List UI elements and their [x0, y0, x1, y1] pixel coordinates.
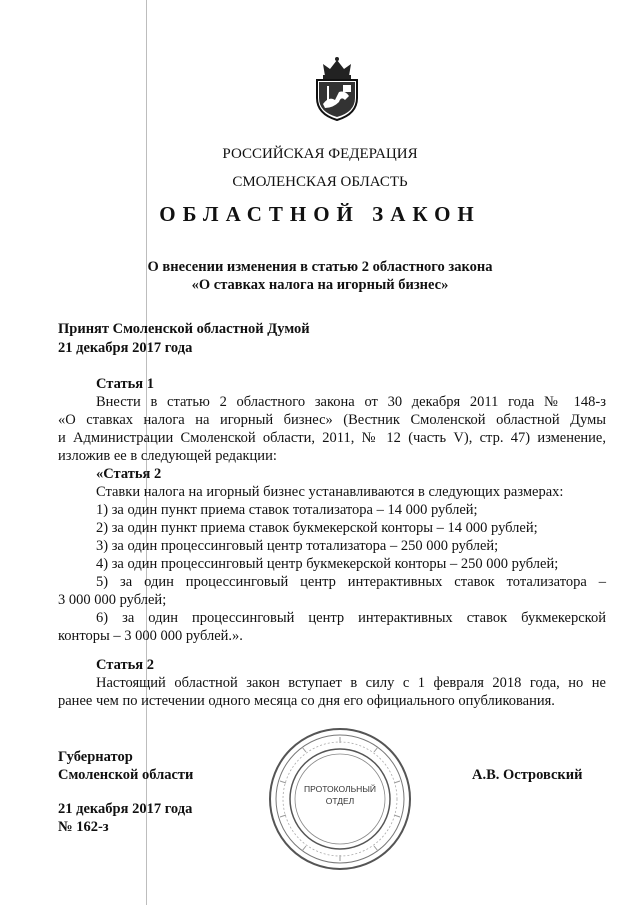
article2-text-line: ранее чем по истечении одного месяца со дня его официального опубликования.	[58, 693, 555, 709]
adoption-line1: Принят Смоленской областной Думой	[58, 321, 310, 337]
signing-date: 21 декабря 2017 года	[58, 801, 193, 817]
article1-text-line: и Администрации Смоленской области, 2011, № 12 (часть V), стр. 47) изменение,	[58, 430, 606, 446]
law-number: № 162-з	[58, 819, 109, 835]
law-title-line2: «О ставках налога на игорный бизнес»	[191, 277, 449, 293]
region-name: СМОЛЕНСКАЯ ОБЛАСТЬ	[232, 174, 408, 190]
article1-heading: Статья 1	[96, 376, 154, 392]
article1-text-line: Внести в статью 2 областного закона от 30 декабря 2011 года № 148-з	[96, 394, 606, 410]
rate-item: 2) за один пункт приема ставок букмекерской конторы – 14 000 рублей;	[96, 520, 538, 536]
article1-text-line: изложив ее в следующей редакции:	[58, 448, 277, 464]
rates-intro: Ставки налога на игорный бизнес устанавливаются в следующих размерах:	[96, 484, 564, 500]
document-type: ОБЛАСТНОЙ ЗАКОН	[159, 202, 481, 226]
rate-item: 6) за один процессинговый центр интерактивных ставок букмекерской	[96, 610, 606, 626]
article2-heading: Статья 2	[96, 657, 154, 673]
article2-text-line: Настоящий областной закон вступает в силу с 1 февраля 2018 года, но не	[96, 675, 606, 691]
signatory-position: Губернатор	[58, 749, 133, 765]
rate-item: 4) за один процессинговый центр букмекерской конторы – 250 000 рублей;	[96, 556, 559, 572]
rate-item: 5) за один процессинговый центр интерактивных ставок тотализатора –	[96, 574, 606, 590]
quoted-article-heading: «Статья 2	[96, 466, 162, 482]
country-name: РОССИЙСКАЯ ФЕДЕРАЦИЯ	[222, 146, 418, 162]
rate-item-continued: конторы – 3 000 000 рублей.».	[58, 628, 243, 644]
adoption-date: 21 декабря 2017 года	[58, 340, 193, 356]
rate-item-continued: 3 000 000 рублей;	[58, 592, 167, 608]
stamp-center-line1: ПРОТОКОЛЬНЫЙ	[304, 784, 376, 794]
official-seal-stamp	[266, 725, 414, 873]
rate-item: 3) за один процессинговый центр тотализатора – 250 000 рублей;	[96, 538, 499, 554]
article1-text-line: «О ставках налога на игорный бизнес» (Вестник Смоленской областной Думы	[58, 412, 606, 428]
signatory-region: Смоленской области	[58, 767, 194, 783]
signatory-name: А.В. Островский	[472, 767, 583, 783]
stamp-center-line2: ОТДЕЛ	[325, 796, 355, 806]
rate-item: 1) за один пункт приема ставок тотализатора – 14 000 рублей;	[96, 502, 478, 518]
stamp-center-text	[266, 783, 414, 807]
law-title-line1: О внесении изменения в статью 2 областного закона	[147, 259, 493, 275]
coat-of-arms-emblem	[303, 56, 371, 122]
